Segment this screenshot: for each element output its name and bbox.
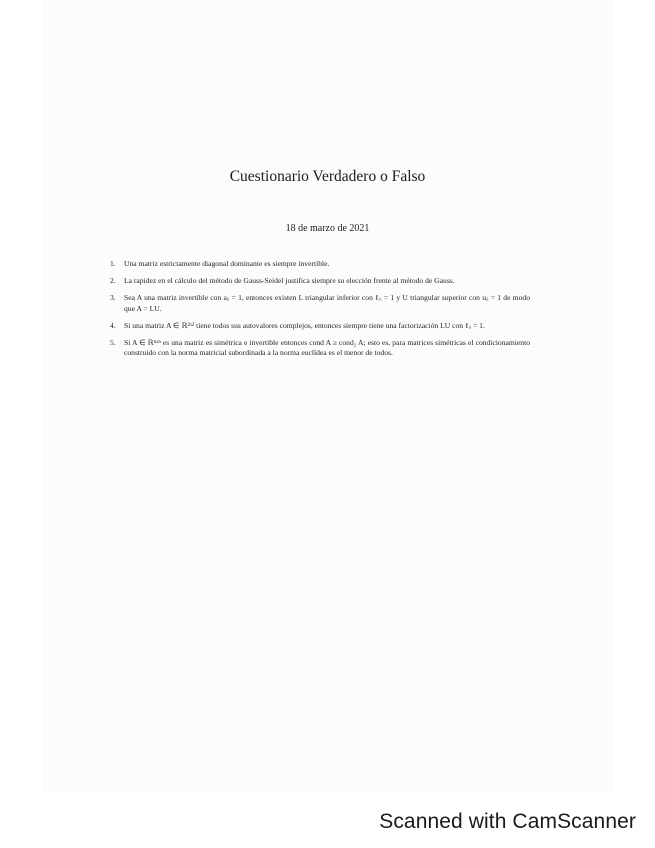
scanned-page — [42, 0, 614, 792]
question-number: 4. — [110, 320, 116, 330]
question-item — [110, 293, 530, 313]
document-date: 18 de marzo de 2021 — [285, 223, 370, 234]
question-item — [110, 259, 530, 269]
question-text: Sea A una matriz invertible con aᵢᵢ = 1, entonces existen L triangular inferior con ℓᵢᵢ = 1 y U triangular superior con uᵢᵢ = 1 de modo que A = LU. — [124, 293, 530, 313]
question-item — [110, 321, 530, 331]
question-number: 1. — [110, 259, 116, 268]
question-text: Si A ∈ ℝⁿˣⁿ es una matriz es simétrica e invertible entonces cond A ≥ cond₂ A; esto es, para matrices simétricas el condicionamiento construido con la norma matricial subordinada a la norma euclídea es el menor de todos. — [124, 338, 530, 358]
document-title: Cuestionario Verdadero o Falso — [229, 168, 426, 185]
question-text: Una matriz estrictamente diagonal dominante es siempre invertible. — [124, 259, 330, 268]
question-number: 5. — [110, 338, 116, 348]
question-text: La rapidez en el cálculo del método de Gauss-Seidel justifica siempre su elección frente al método de Gauss. — [124, 276, 455, 286]
question-text: Si una matriz A ∈ ℝ²ˣ² tiene todos sus autovalores complejos, entonces siempre tiene una factorización LU con ℓᵢᵢ = 1. — [124, 320, 485, 330]
question-item — [110, 338, 530, 358]
question-item — [110, 276, 530, 286]
camscanner-watermark: Scanned with CamScanner — [379, 810, 636, 833]
question-list — [110, 259, 530, 365]
question-number: 2. — [110, 276, 116, 286]
question-number: 3. — [110, 293, 116, 303]
